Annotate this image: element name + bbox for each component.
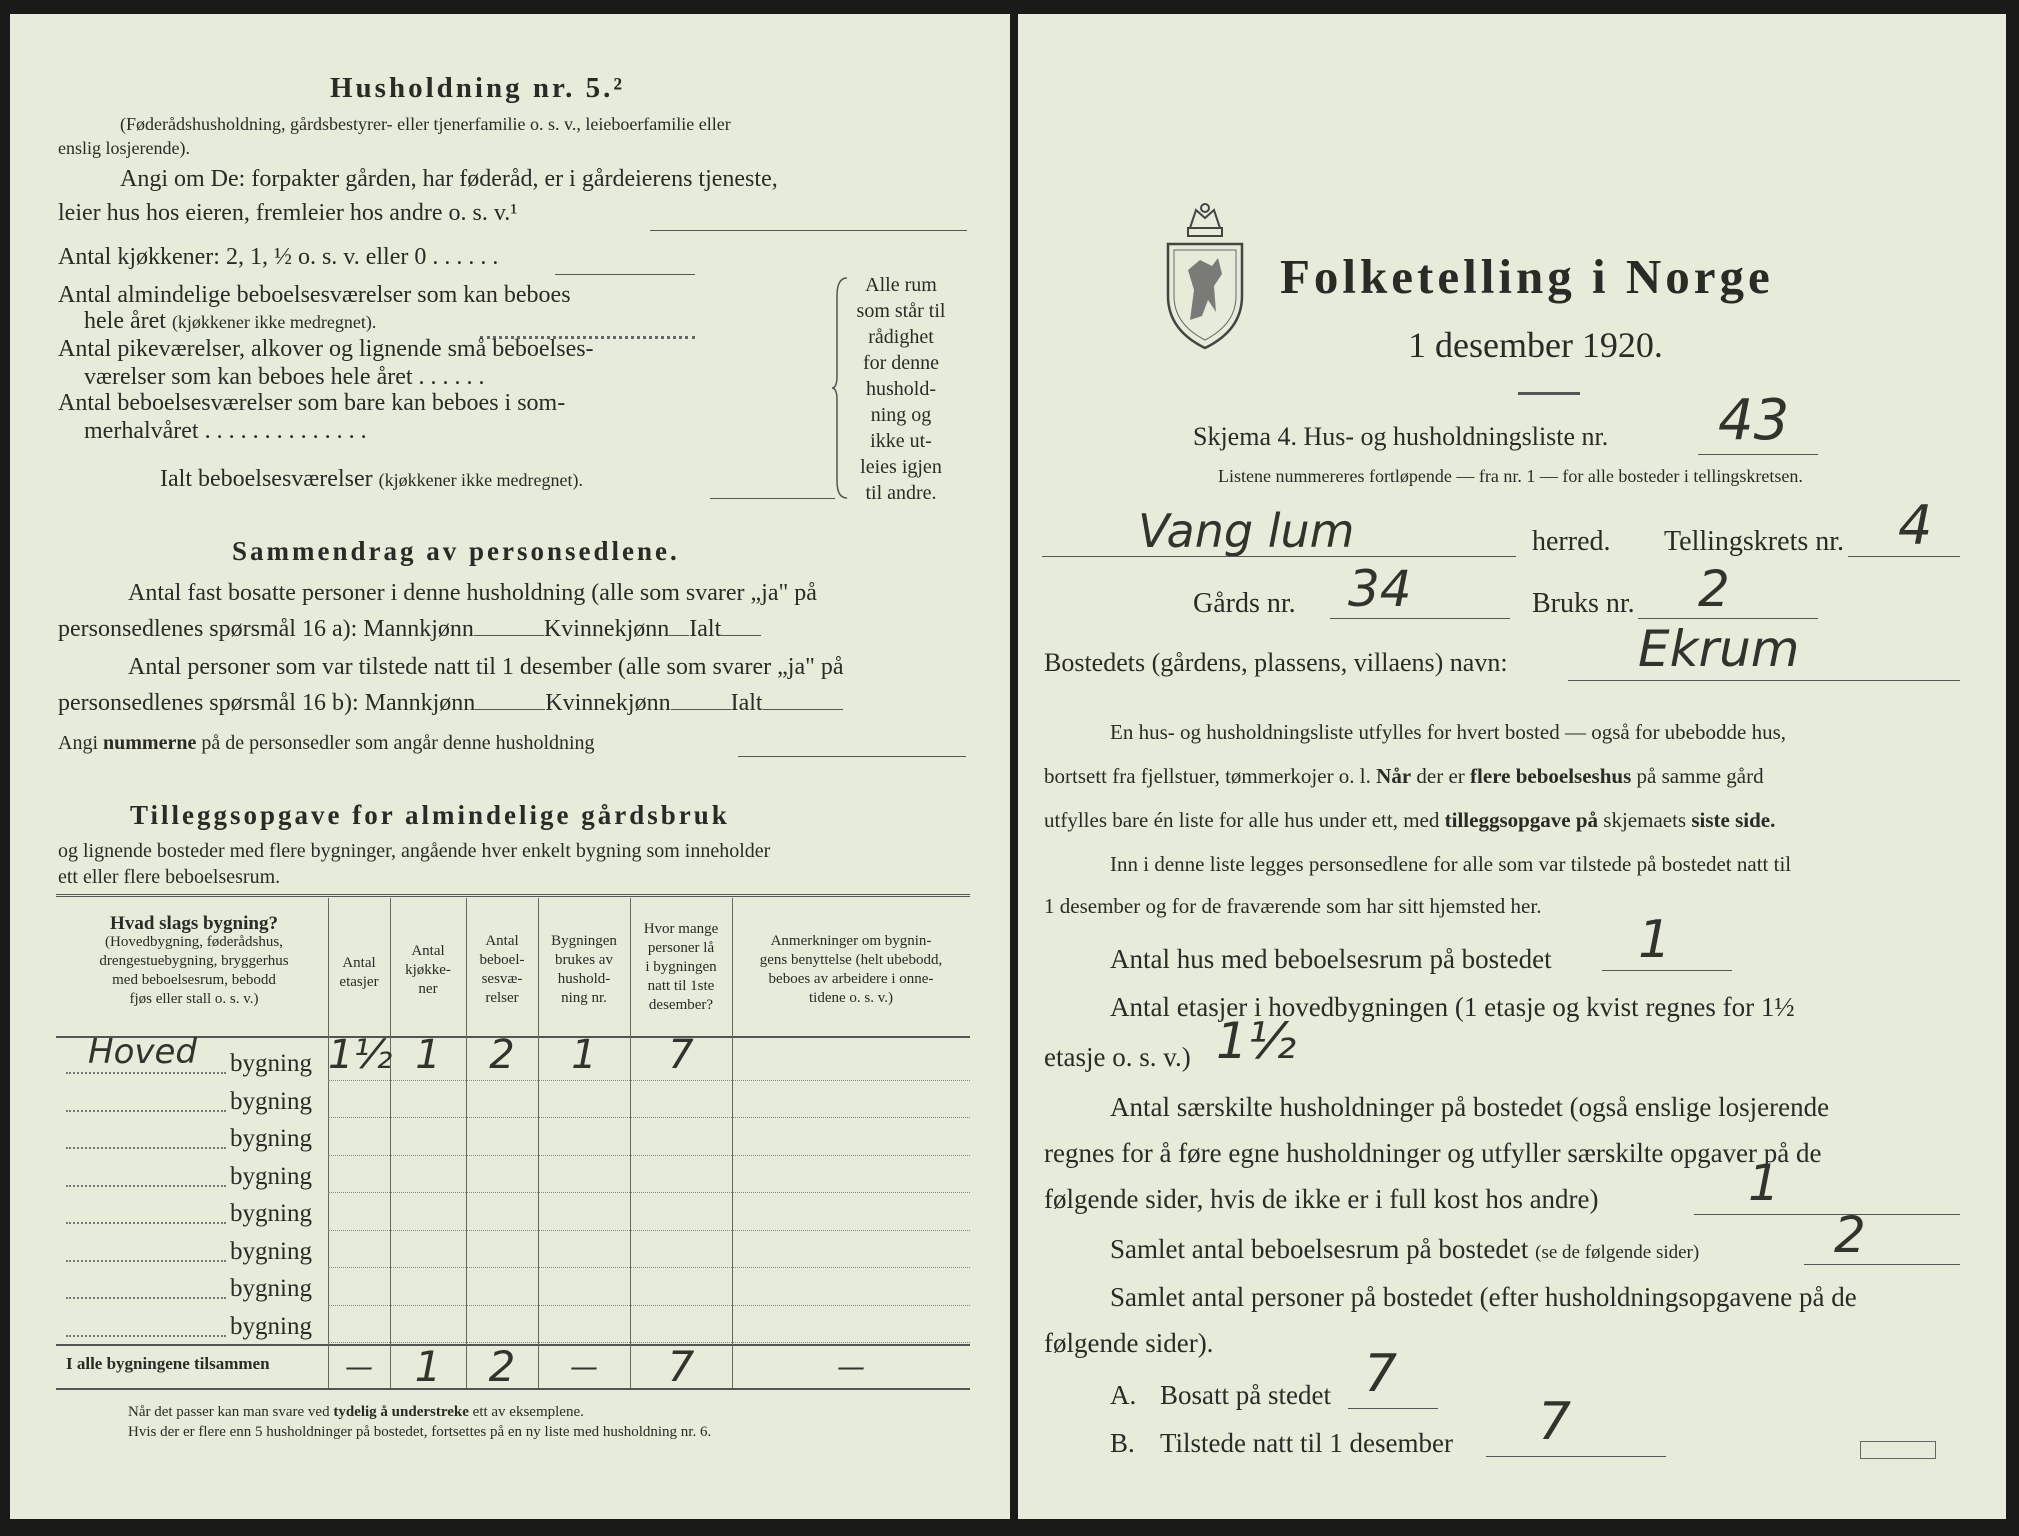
footnote-1-b: tydelig å understreke — [333, 1404, 469, 1420]
header-line: sesvæ- — [481, 971, 523, 987]
angi-nummerne — [58, 732, 595, 755]
header-line: Bygningen — [551, 933, 617, 949]
row-personer-value: 7 — [668, 1032, 694, 1078]
para1-3a: utfylles bare én liste for alle hus under ett, med — [1044, 808, 1440, 832]
header-line: med beboelsesrum, bebodd — [112, 972, 276, 988]
header-line: (Hovedbygning, føderådshus, — [105, 934, 283, 950]
gards-value: 34 — [1348, 560, 1412, 618]
bostedets-value: Ekrum — [1638, 620, 1800, 678]
samlet-rum-value: 2 — [1834, 1206, 1866, 1264]
total-husholdning: — — [570, 1350, 598, 1383]
header-anmerkninger — [732, 932, 970, 1008]
skjema-nr-value: 43 — [1718, 388, 1790, 453]
angi-word: Angi — [58, 732, 98, 754]
a-label: A. — [1110, 1380, 1137, 1410]
bostedets-fill — [1568, 680, 1960, 681]
census-title: Folketelling i Norge — [1280, 249, 1774, 304]
tellingskrets-value: 4 — [1898, 494, 1933, 557]
gards-fill — [1330, 618, 1510, 619]
herred-value: Vang lum — [1138, 504, 1355, 558]
row-bygning-label: bygning — [230, 1050, 312, 1077]
header-husholdning — [538, 932, 630, 1008]
sammendrag-line-1: Antal fast bosatte personer i denne husholdning (alle som svarer „ja" på — [128, 580, 817, 606]
row-dots — [66, 1260, 226, 1262]
header-line: Antal — [342, 955, 376, 971]
right-page — [1018, 14, 2006, 1519]
header-line: kjøkke- — [405, 962, 451, 978]
saerskilte-line-3: følgende sider, hvis de ikke er i full kost hos andre) — [1044, 1184, 1599, 1214]
row-kjokkener-value: 1 — [415, 1032, 441, 1078]
sammendrag-title: Sammendrag av personsedlene. — [232, 536, 680, 566]
total-vaerelser: 2 — [488, 1342, 516, 1391]
a-text: Bosatt på stedet — [1160, 1380, 1331, 1410]
total-label: I alle bygningene tilsammen — [66, 1354, 270, 1373]
para1-line-2 — [1044, 764, 1764, 789]
footnote-2: Hvis der er flere enn 5 husholdninger på bostedet, fortsettes på en ny liste med husholdning nr. 6. — [128, 1424, 712, 1440]
sammendrag-line-3: Antal personer som var tilstede natt til 1 desember (alle som svarer „ja" på — [128, 654, 844, 680]
header-kjokkener — [390, 942, 466, 999]
a-value: 7 — [1364, 1344, 1398, 1404]
ialt-note: (kjøkkener ikke medregnet). — [378, 470, 584, 490]
para1-2b: Når — [1376, 764, 1412, 788]
almindelige-hele: hele året — [84, 308, 166, 334]
bruks-value: 2 — [1698, 560, 1730, 618]
header-line: personer lå — [647, 940, 715, 956]
header-type-title: Hvad slags bygning? — [110, 913, 278, 934]
b-value: 7 — [1538, 1392, 1572, 1452]
row-dots — [66, 1072, 226, 1074]
row-dots — [66, 1147, 226, 1149]
herred-label: herred. — [1532, 526, 1611, 557]
row-dots — [66, 1335, 226, 1337]
para1-line-1: En hus- og husholdningsliste utfylles for hvert bosted — også for ubebodde hus, — [1110, 720, 1786, 744]
header-line: Antal — [411, 943, 445, 959]
samlet-pers-line-2: følgende sider). — [1044, 1328, 1214, 1358]
para1-3d: siste side. — [1691, 808, 1776, 832]
household-subtitle-2: enslig losjerende). — [58, 138, 190, 158]
angi-rest: på de personsedler som angår denne husholdning — [201, 732, 595, 754]
etasjer-line-1: Antal etasjer i hovedbygningen (1 etasje og kvist regnes for 1½ — [1110, 992, 1795, 1022]
header-line: ning nr. — [561, 990, 607, 1006]
antal-hus-value: 1 — [1638, 910, 1672, 970]
header-line: Anmerkninger om bygnin- — [770, 933, 932, 949]
saerskilte-line-2: regnes for å føre egne husholdninger og utfyller særskilte opgaver på de — [1044, 1138, 1822, 1168]
row-bygning-label: bygning — [230, 1312, 312, 1340]
header-line: drengestuebygning, bryggerhus — [99, 953, 289, 969]
row-dots — [66, 1297, 226, 1299]
row-rule — [328, 1305, 970, 1306]
side-note-line: hushold- — [866, 378, 936, 400]
left-page — [10, 14, 1010, 1519]
tillegg-line-1: og lignende bosteder med flere bygninger, angående hver enkelt bygning som inneholder — [58, 840, 771, 862]
header-personer — [630, 920, 732, 1015]
saerskilte-line-1: Antal særskilte husholdninger på bostedet (også enslige losjerende — [1110, 1092, 1830, 1122]
row-rule — [328, 1192, 970, 1193]
kjokkener-fill — [555, 274, 695, 275]
kjokkener-label: Antal kjøkkener: 2, 1, ½ o. s. v. eller 0 . . . . . . — [58, 244, 499, 270]
footnote-1-c: ett av eksemplene. — [472, 1404, 584, 1420]
side-note-line: rådighet — [868, 326, 934, 348]
para1-2d: flere beboelseshus — [1470, 764, 1632, 788]
sommer-label-2: merhalvåret . . . . . . . . . . . . . . — [84, 418, 367, 444]
row-bygning-label: bygning — [230, 1200, 312, 1227]
b-text: Tilstede natt til 1 desember — [1160, 1428, 1453, 1458]
header-line: fjøs eller stall o. s. v.) — [129, 991, 259, 1007]
angi-fill-line — [650, 230, 967, 231]
almindelige-label-2 — [84, 308, 376, 335]
header-line: gens benyttelse (helt ubebodd, — [759, 952, 943, 968]
para2-line-1: Inn i denne liste legges personsedlene for alle som var tilstede på bostedet natt til — [1110, 852, 1792, 876]
header-etasjer — [328, 954, 390, 992]
row-etasjer-value: 1½ — [328, 1032, 393, 1078]
row-bygning-label: bygning — [230, 1087, 312, 1115]
header-line: etasjer — [339, 974, 379, 990]
row-bygning-label: bygning — [230, 1125, 312, 1152]
antal-hus-label: Antal hus med beboelsesrum på bostedet — [1110, 944, 1552, 974]
sammendrag-line-2 — [58, 616, 761, 643]
side-note-line: for denne — [862, 352, 940, 374]
para1-2e: på samme gård — [1636, 764, 1764, 788]
header-line: beboel- — [479, 952, 525, 968]
row-vaerelser-value: 2 — [489, 1032, 515, 1078]
para1-line-3 — [1044, 808, 1775, 833]
listene-note: Listene nummereres fortløpende — fra nr. 1 — for alle bosteder i tellingskretsen. — [1218, 466, 1803, 486]
samlet-rum-fill — [1804, 1264, 1960, 1265]
skjema-label: Skjema 4. Hus- og husholdningsliste nr. — [1193, 422, 1609, 451]
angi-nummerne-fill — [738, 756, 966, 757]
row-rule — [328, 1117, 970, 1118]
angi-line-1: Angi om De: forpakter gården, har føderåd, er i gårdeierens tjeneste, — [120, 166, 778, 192]
row-bygning-label: bygning — [230, 1162, 312, 1190]
row-dots — [66, 1222, 226, 1224]
row-rule — [328, 1230, 970, 1231]
sommer-label-1: Antal beboelsesværelser som bare kan beboes i som- — [58, 390, 566, 416]
total-anm: — — [837, 1350, 865, 1383]
samm-ialt-b: Ialt — [730, 690, 763, 716]
sammendrag-line-4 — [58, 690, 843, 717]
samm-mannkjonn-b: personsedlenes spørsmål 16 b): Mannkjønn — [58, 690, 476, 716]
bruks-label: Bruks nr. — [1532, 588, 1635, 619]
header-type — [60, 914, 328, 1009]
samm-kvinnekjonn-b: Kvinnekjønn — [545, 690, 671, 716]
header-line: beboes av arbeidere i onne- — [768, 971, 934, 987]
herred-fill — [1042, 556, 1516, 557]
para1-3b: tilleggsopgave på — [1444, 808, 1599, 832]
side-note-line: til andre. — [865, 482, 937, 504]
row-husholdning-value: 1 — [571, 1032, 597, 1078]
printer-stamp — [1860, 1441, 1936, 1459]
row-dots — [66, 1110, 226, 1112]
b-label: B. — [1110, 1428, 1135, 1458]
samm-ialt-a: Ialt — [689, 616, 722, 642]
side-note-line: Alle rum — [865, 274, 937, 296]
samm-kvinnekjonn-a: Kvinnekjønn — [543, 616, 670, 642]
bostedets-label: Bostedets (gårdens, plassens, villaens) navn: — [1044, 648, 1508, 677]
side-note-line: leies igjen — [860, 456, 942, 478]
header-line: relser — [485, 990, 519, 1006]
etasjer-value: 1½ — [1216, 1012, 1297, 1070]
ialt-fill — [710, 498, 835, 499]
header-line: Antal — [485, 933, 519, 949]
brace-icon — [832, 276, 852, 501]
skjema-fill — [1698, 454, 1818, 455]
header-line: desember? — [648, 997, 714, 1013]
header-line: Hvor mange — [643, 921, 719, 937]
header-vaerelser — [466, 932, 538, 1008]
total-kjokkener: 1 — [414, 1342, 442, 1391]
bruks-fill — [1638, 618, 1818, 619]
para1-2a: bortsett fra fjellstuer, tømmerkojer o. l. — [1044, 764, 1371, 788]
para1-2c: der er — [1416, 764, 1465, 788]
ialt-text: Ialt beboelsesværelser — [160, 466, 373, 492]
total-personer: 7 — [667, 1342, 695, 1391]
side-note-line: ikke ut- — [870, 430, 932, 452]
household-subtitle-1: (Føderådshusholdning, gårdsbestyrer- eller tjenerfamilie o. s. v., leieboerfamilie eller — [120, 114, 731, 134]
b-fill — [1486, 1456, 1666, 1457]
row-rule — [328, 1267, 970, 1268]
a-fill — [1348, 1408, 1438, 1409]
header-line: hushold- — [557, 971, 611, 987]
side-note-line: ning og — [870, 404, 932, 426]
saerskilte-value: 1 — [1748, 1154, 1780, 1212]
angi-line-2: leier hus hos eieren, fremleier hos andre o. s. v.¹ — [58, 200, 518, 226]
saerskilte-fill — [1694, 1214, 1960, 1215]
gards-label: Gårds nr. — [1193, 588, 1296, 619]
header-line: tidene o. s. v.) — [808, 990, 893, 1006]
header-line: ner — [418, 981, 438, 997]
nummerne-word: nummerne — [103, 732, 197, 754]
samlet-rum-label — [1110, 1234, 1699, 1265]
household-title: Husholdning nr. 5.² — [330, 72, 626, 104]
antal-hus-fill — [1602, 970, 1732, 971]
tellingskrets-label: Tellingskrets nr. — [1664, 526, 1845, 557]
total-etasjer: — — [345, 1350, 373, 1383]
census-date: 1 desember 1920. — [1408, 325, 1663, 365]
footnote-1-a: Når det passer kan man svare ved — [128, 1404, 330, 1420]
header-line: natt til 1ste — [647, 978, 715, 994]
row-bygning-label: bygning — [230, 1237, 312, 1265]
etasjer-line-2: etasje o. s. v.) — [1044, 1042, 1191, 1072]
ialt-label — [160, 466, 583, 493]
samm-mannkjonn-a: personsedlenes spørsmål 16 a): Mannkjønn — [58, 616, 474, 642]
side-note — [846, 272, 956, 506]
side-note-line: som står til — [856, 300, 946, 322]
samlet-pers-line-1: Samlet antal personer på bostedet (efter husholdningsopgavene på de — [1110, 1282, 1857, 1312]
row-dots — [66, 1185, 226, 1187]
header-line: brukes av — [555, 952, 613, 968]
footnote-1 — [128, 1404, 584, 1421]
almindelige-note: (kjøkkener ikke medregnet). — [171, 312, 377, 332]
para1-3c: skjemaets — [1603, 808, 1687, 832]
table-top-rule — [56, 894, 970, 897]
coat-of-arms-icon — [1160, 200, 1250, 352]
row-rule — [328, 1155, 970, 1156]
para2-line-2: 1 desember og for de fraværende som har sitt hjemsted her. — [1044, 894, 1542, 918]
pike-label-1: Antal pikeværelser, alkover og lignende små beboelses- — [58, 336, 594, 362]
row-bygning-label: bygning — [230, 1275, 312, 1302]
pike-label-2: værelser som kan beboes hele året . . . . . . — [84, 364, 485, 390]
samlet-rum-text: Samlet antal beboelsesrum på bostedet — [1110, 1234, 1529, 1264]
almindelige-label-1: Antal almindelige beboelsesværelser som kan beboes — [58, 282, 571, 308]
tillegg-title: Tilleggsopgave for almindelige gårdsbruk — [130, 800, 730, 830]
title-rule — [1518, 392, 1580, 395]
row-type-value: Hoved — [88, 1032, 197, 1072]
tillegg-line-2: ett eller flere beboelsesrum. — [58, 866, 281, 888]
samlet-rum-note: (se de følgende sider) — [1535, 1242, 1700, 1263]
row-rule — [328, 1080, 970, 1081]
header-line: i bygningen — [645, 959, 717, 975]
